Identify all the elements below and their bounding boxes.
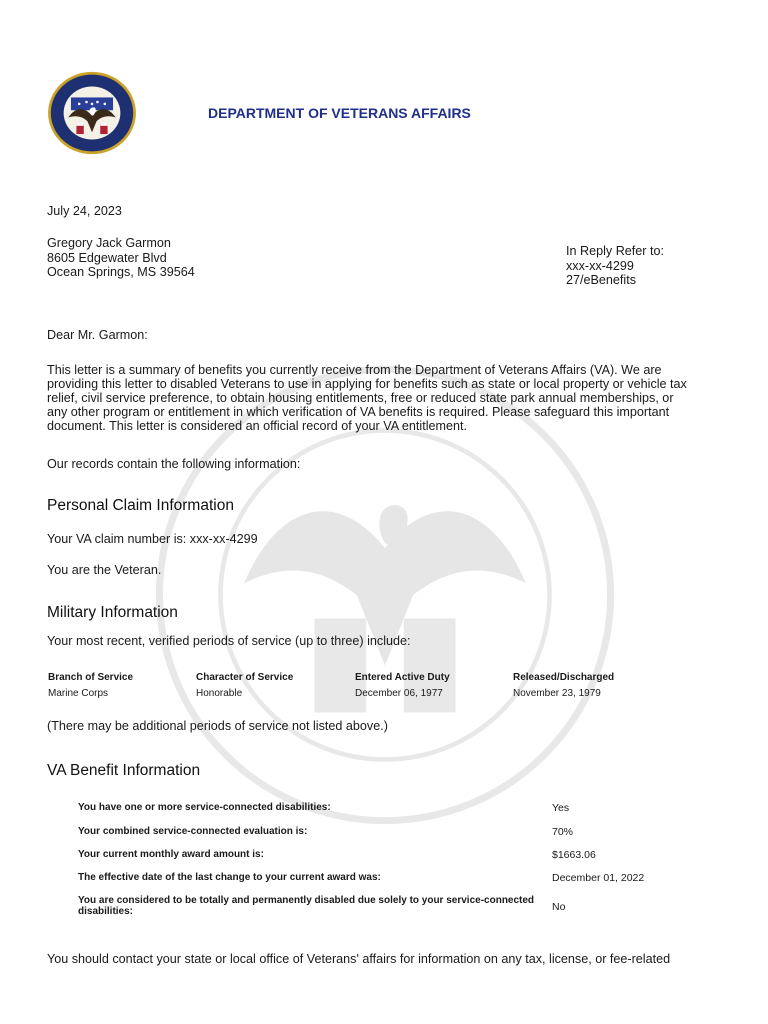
reply-reference (566, 244, 664, 288)
intro-line: relief, civil service preference, to obtain housing entitlements, free or reduced state park annual memberships, or (47, 391, 674, 405)
recipient-name: Gregory Jack Garmon (47, 236, 171, 250)
letter-date: July 24, 2023 (47, 204, 122, 218)
department-title: DEPARTMENT OF VETERANS AFFAIRS (208, 105, 471, 121)
personal-claim-heading: Personal Claim Information (47, 497, 234, 514)
recipient-street: 8605 Edgewater Blvd (47, 250, 167, 265)
benefit-label: Your combined service-connected evaluation is: (78, 826, 308, 837)
service-note: (There may be additional periods of service not listed above.) (47, 719, 388, 733)
reply-label: In Reply Refer to: (566, 244, 664, 258)
intro-line: providing this letter to disabled Veterans to use in applying for benefits such as state or local property or vehicle tax (47, 377, 687, 391)
service-character-cell: Honorable (196, 688, 243, 699)
benefit-info-heading: VA Benefit Information (47, 762, 201, 779)
service-branch-cell: Marine Corps (48, 688, 109, 699)
intro-line: This letter is a summary of benefits you currently receive from the Department of Veterans Affairs (VA). We are (47, 363, 662, 377)
reply-office: 27/eBenefits (566, 273, 637, 287)
recipient-city: Ocean Springs, MS 39564 (47, 265, 195, 279)
benefit-label: Your current monthly award amount is: (78, 849, 264, 860)
intro-line: any other program or entitlement in which verification of VA benefits is required. Please safeguard this important (47, 405, 670, 419)
claim-number-line: Your VA claim number is: xxx-xx-4299 (47, 532, 258, 546)
veteran-status-line: You are the Veteran. (47, 563, 162, 577)
benefit-value: No (552, 901, 566, 913)
benefit-value: 70% (552, 826, 574, 838)
benefit-label: You are considered to be totally and permanently disabled due solely to your service-connected disabilities: (78, 895, 535, 917)
reply-file-number: xxx-xx-4299 (566, 258, 634, 273)
service-entered-cell: December 06, 1977 (355, 688, 443, 699)
records-line: Our records contain the following information: (47, 457, 301, 471)
service-header-entered: Entered Active Duty (355, 672, 450, 683)
benefit-value: Yes (552, 802, 570, 814)
recipient-address (47, 236, 195, 280)
benefit-label: You have one or more service-connected disabilities: (78, 802, 331, 813)
closing-line: You should contact your state or local office of Veterans' affairs for information on any tax, license, or fee-related (47, 952, 671, 966)
va-seal-icon (46, 70, 138, 156)
salutation: Dear Mr. Garmon: (47, 328, 148, 342)
service-header-branch: Branch of Service (48, 672, 134, 683)
service-released-cell: November 23, 1979 (513, 688, 601, 699)
military-info-heading: Military Information (47, 604, 178, 621)
benefit-value: $1663.06 (552, 849, 596, 861)
benefit-value: December 01, 2022 (552, 872, 645, 884)
service-header-released: Released/Discharged (513, 672, 615, 683)
intro-paragraph (47, 363, 727, 433)
military-intro: Your most recent, verified periods of service (up to three) include: (47, 634, 411, 648)
intro-line: document. This letter is considered an official record of your VA entitlement. (47, 419, 468, 433)
benefit-label: The effective date of the last change to your current award was: (78, 872, 381, 883)
service-header-character: Character of Service (196, 672, 294, 683)
